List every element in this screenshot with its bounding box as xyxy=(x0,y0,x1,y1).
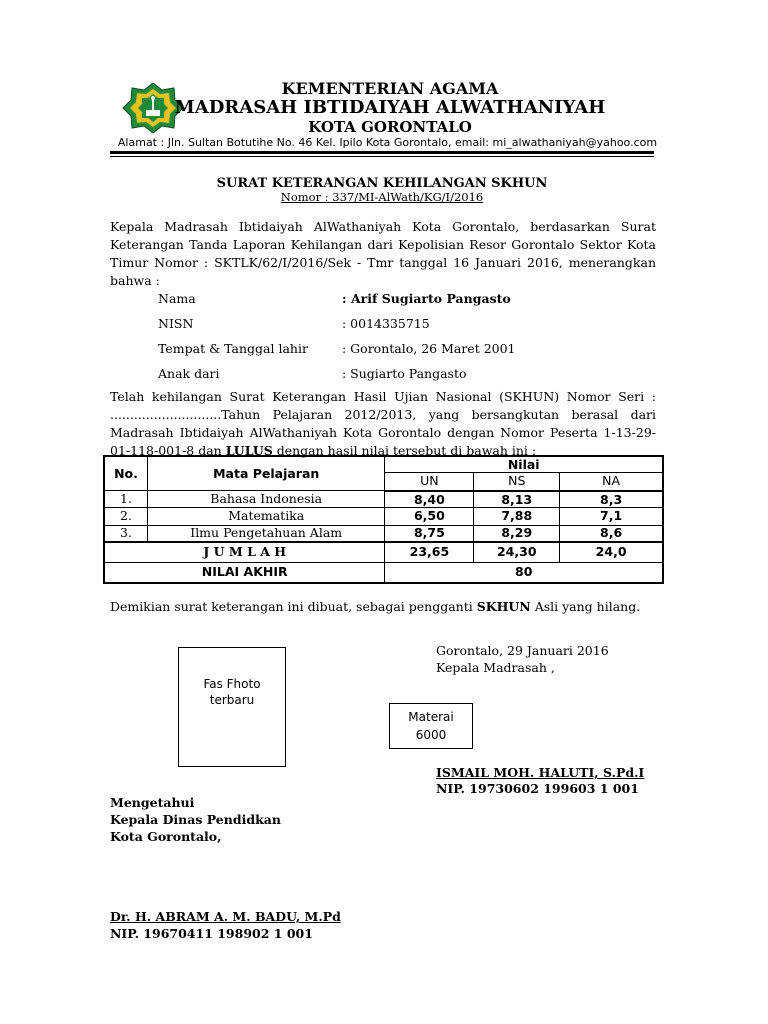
identity-label-nisn: NISN xyxy=(158,316,194,331)
row-ns: 8,29 xyxy=(474,525,560,542)
final-row xyxy=(105,562,663,582)
total-un: 23,65 xyxy=(385,542,474,562)
stamp-caption-line2: 6000 xyxy=(415,728,447,742)
row-ns: 7,88 xyxy=(474,508,560,525)
school-address: Alamat : Jln. Sultan Botutihe No. 46 Kel. Ipilo Kota Gorontalo, email: mi_alwathaniyah@yahoo.com xyxy=(117,136,658,149)
acknowledge-name: Dr. H. ABRAM A. M. BADU, M.Pd xyxy=(110,909,341,924)
row-ns: 8,13 xyxy=(474,491,560,508)
identity-value-parent: : Sugiarto Pangasto xyxy=(342,366,467,381)
header-nilai: Nilai xyxy=(385,457,663,473)
skhun-text: SKHUN xyxy=(476,599,531,614)
header-no: No. xyxy=(105,457,148,491)
row-no: 1. xyxy=(105,491,148,508)
acknowledge-heading: Mengetahui xyxy=(110,795,195,810)
place-date: Gorontalo, 29 Januari 2016 xyxy=(436,643,609,658)
table-row xyxy=(105,491,663,508)
closing-text-2: Asli yang hilang. xyxy=(530,599,641,614)
lulus-text: LULUS xyxy=(225,443,273,458)
table-row xyxy=(105,525,663,542)
row-subject: Matematika xyxy=(147,508,385,525)
letter-title: SURAT KETERANGAN KEHILANGAN SKHUN xyxy=(216,176,548,191)
identity-label-name: Nama xyxy=(158,291,196,306)
body-paragraph xyxy=(110,388,656,460)
total-row xyxy=(105,542,663,562)
header-subject: Mata Pelajaran xyxy=(147,457,385,491)
total-ns: 24,30 xyxy=(474,542,560,562)
identity-label-parent: Anak dari xyxy=(158,366,220,381)
row-no: 3. xyxy=(105,525,148,542)
total-label: J U M L A H xyxy=(105,542,385,562)
row-na: 7,1 xyxy=(560,508,663,525)
letter-number: Nomor : 337/MI-AlWath/KG/I/2016 xyxy=(280,190,484,204)
closing-paragraph xyxy=(110,598,656,616)
intro-paragraph: Kepala Madrasah Ibtidaiyah AlWathaniyah Kota Gorontalo, berdasarkan Surat Keterangan Tanda Laporan Kehilangan dari Kepolisian Resor Gorontalo Sektor Kota Timur Nomor : SKTLK/62/I/2016/Sek - Tmr tanggal 16 Januari 2016, menerangkan bahwa : xyxy=(110,219,656,288)
row-un: 6,50 xyxy=(385,508,474,525)
header-ns: NS xyxy=(474,473,560,491)
header-rule-thin xyxy=(110,156,654,157)
signer-position: Kepala Madrasah , xyxy=(436,660,555,675)
table-row xyxy=(105,508,663,525)
acknowledge-city: Kota Gorontalo, xyxy=(110,829,222,844)
stamp-caption-line1: Materai xyxy=(408,710,454,724)
body-text-1: Telah kehilangan Surat Keterangan Hasil Ujian Nasional (SKHUN) Nomor Seri : ............................Tahun Pelajaran 2012/2013, yang bersangkutan berasal dari Madrasah Ibtidaiyah AlWathaniyah Kota Gorontalo dengan Nomor Peserta 1-13-29-01-118-001-8 dan xyxy=(110,389,656,458)
final-label: NILAI AKHIR xyxy=(105,562,385,582)
final-value: 80 xyxy=(385,562,663,582)
row-un: 8,40 xyxy=(385,491,474,508)
identity-label-birth: Tempat & Tanggal lahir xyxy=(158,341,308,356)
grades-table xyxy=(104,456,663,583)
header-un: UN xyxy=(385,473,474,491)
acknowledge-office: Kepala Dinas Pendidkan xyxy=(110,812,281,827)
header-na: NA xyxy=(560,473,663,491)
total-na: 24,0 xyxy=(560,542,663,562)
row-no: 2. xyxy=(105,508,148,525)
closing-text-1: Demikian surat keterangan ini dibuat, sebagai pengganti xyxy=(110,599,477,614)
row-na: 8,3 xyxy=(560,491,663,508)
stamp-caption xyxy=(389,708,473,744)
photo-caption xyxy=(178,676,286,708)
city-name: KOTA GORONTALO xyxy=(308,118,472,136)
photo-caption-line1: Fas Fhoto xyxy=(203,677,261,691)
acknowledge-nip: NIP. 19670411 198902 1 001 xyxy=(110,926,313,941)
identity-value-nisn: : 0014335715 xyxy=(342,316,430,331)
signer-nip: NIP. 19730602 199603 1 001 xyxy=(436,781,639,796)
row-na: 8,6 xyxy=(560,525,663,542)
signer-name: ISMAIL MOH. HALUTI, S.Pd.I xyxy=(436,765,645,780)
row-un: 8,75 xyxy=(385,525,474,542)
header-rule-thick xyxy=(110,151,654,154)
identity-value-name: : Arif Sugiarto Pangasto xyxy=(342,291,511,306)
body-text-2: dengan hasil nilai tersebut di bawah ini : xyxy=(272,443,537,458)
ministry-name: KEMENTERIAN AGAMA xyxy=(281,79,499,98)
row-subject: Ilmu Pengetahuan Alam xyxy=(147,525,385,542)
identity-value-birth: : Gorontalo, 26 Maret 2001 xyxy=(342,341,516,356)
school-name: MADRASAH IBTIDAIYAH ALWATHANIYAH xyxy=(174,97,606,118)
row-subject: Bahasa Indonesia xyxy=(147,491,385,508)
photo-caption-line2: terbaru xyxy=(209,693,255,707)
